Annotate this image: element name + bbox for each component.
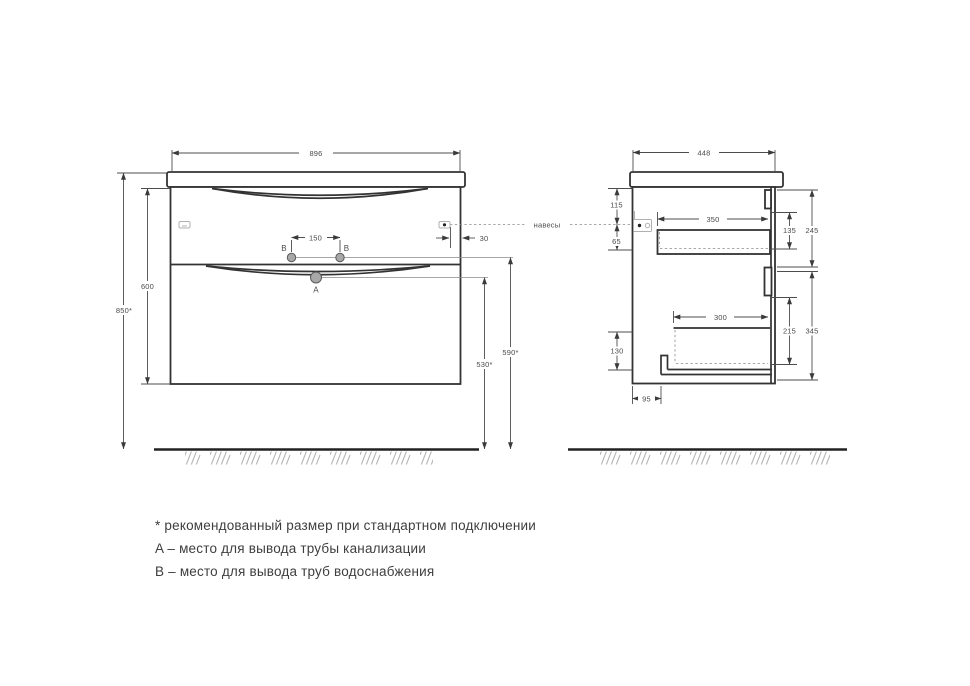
total-height-dimension (111, 173, 167, 449)
front-width-value: 896 (309, 149, 323, 158)
supply-spacing-value: 150 (308, 233, 323, 243)
top-drawer-front-height-value: 245 (805, 226, 819, 235)
footnote-recommended-size: * рекомендованный размер при стандартном подключении (155, 518, 537, 533)
top-drawer-front-section (765, 190, 771, 209)
top-drawer-box (658, 230, 771, 254)
front-width-dimension (172, 148, 460, 171)
hanger-from-top-value: 115 (610, 200, 623, 210)
hanger-to-drawer-value: 65 (612, 236, 621, 246)
side-depth-dimension (633, 148, 775, 171)
foot-inset-value: 95 (642, 394, 651, 404)
drain-height-dimension (471, 278, 498, 450)
floor-line-right (568, 450, 847, 465)
drain-point-label: A (313, 285, 319, 295)
supply-height-value: 590* (502, 347, 519, 357)
top-drawer-depth-value: 350 (706, 214, 720, 224)
bottom-gap-value: 130 (610, 346, 624, 356)
cabinet-height-value: 600 (140, 281, 155, 291)
supply-height-dimension (497, 258, 524, 450)
footnote-drain-legend: A – место для вывода трубы канализации (155, 541, 426, 556)
bottom-drawer-front-height-value: 345 (805, 326, 819, 336)
foot-inset-dimension (633, 386, 662, 404)
footnotes (155, 514, 536, 583)
total-height-value: 850* (115, 305, 133, 315)
footnote-supply-legend: B – место для вывода труб водоснабжения (155, 564, 435, 579)
side-countertop (630, 172, 783, 187)
hanger-from-top-dimension (606, 189, 633, 225)
hanger-to-drawer-dimension (608, 225, 633, 251)
hanger-plate-left-icon (179, 222, 190, 229)
top-drawer-inner-height-value: 135 (782, 226, 797, 235)
front-countertop (167, 172, 465, 187)
side-view (568, 148, 847, 465)
cabinet-height-dimension (136, 189, 170, 385)
supply-point-label-right: B (343, 244, 350, 253)
mid-drawer-front-section (765, 268, 772, 296)
hangers-label: навесы (533, 220, 561, 230)
bottom-gap-dimension (606, 332, 633, 370)
bottom-drawer-inner-height-value: 215 (782, 326, 797, 336)
hanger-offset-value: 30 (479, 233, 489, 243)
floor-line-left (154, 450, 479, 465)
side-depth-value: 448 (697, 148, 711, 158)
drain-height-value: 530* (476, 359, 493, 369)
supply-point-label-left: B (281, 244, 287, 253)
bottom-drawer-depth-value: 300 (713, 312, 728, 322)
front-view (111, 148, 633, 465)
